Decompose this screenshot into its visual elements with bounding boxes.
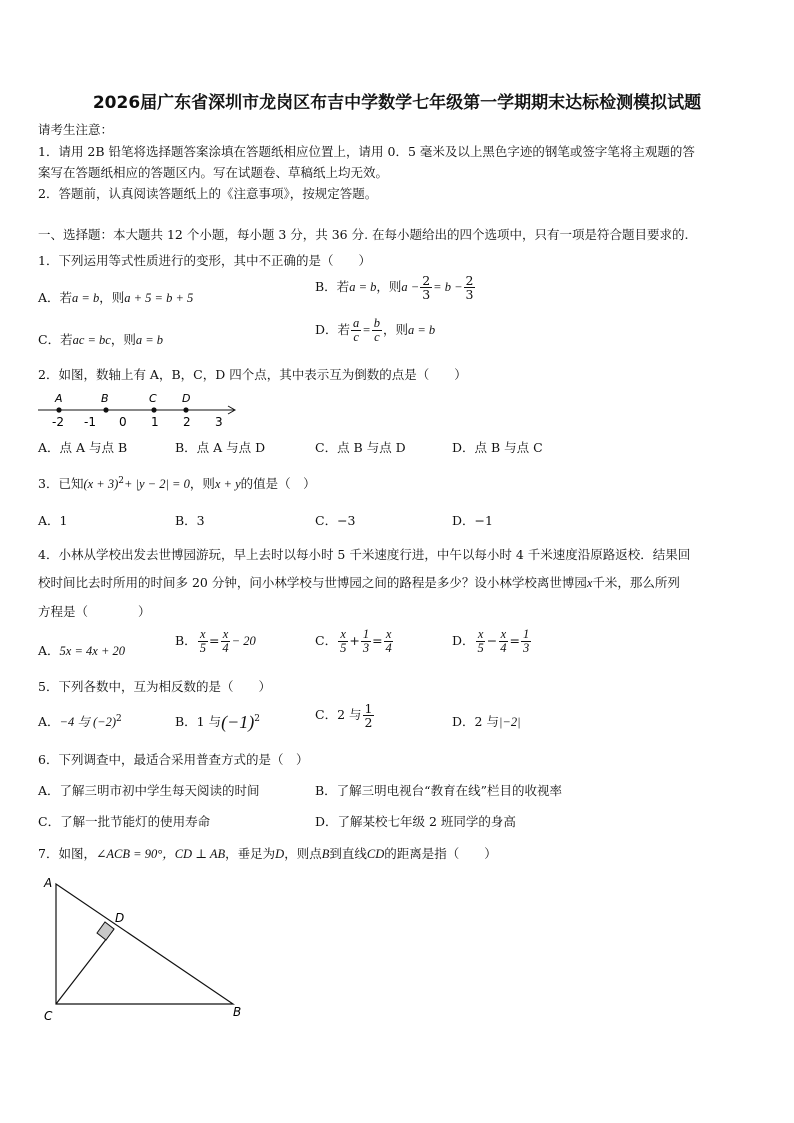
tick-label: 1 bbox=[151, 415, 159, 429]
q4-option-d: D． $\frac{x}{5}$ − $\frac{x}{4}$ = $\frac{1}{3}$ bbox=[452, 627, 530, 656]
q1-option-a: A．若a = b，则a + 5 = b + 5 bbox=[38, 290, 194, 305]
point-label-c: C bbox=[149, 392, 157, 405]
q3-option-c: C．−3 bbox=[315, 513, 356, 528]
vertex-label-d: D bbox=[115, 911, 125, 925]
q3-stem: 3．已知$(x + 3)^2+ |y - 2| = 0$，则x + y的值是（ ） bbox=[38, 475, 316, 491]
tick-label: 3 bbox=[215, 415, 223, 429]
point-label-a: A bbox=[55, 392, 63, 405]
q5-option-b: B．1 与$(-1)^2$ bbox=[175, 712, 260, 732]
tick-label: -2 bbox=[52, 415, 64, 429]
right-angle-mark bbox=[97, 922, 114, 940]
vertex-label-c: C bbox=[44, 1009, 53, 1023]
segment-cd bbox=[56, 929, 114, 1004]
q4-option-a: A．5x = 4x + 20 bbox=[38, 643, 125, 658]
q3-option-b: B．3 bbox=[175, 513, 205, 528]
q2-stem: 2．如图，数轴上有 A，B，C，D 四个点，其中表示互为倒数的点是（ ） bbox=[38, 367, 467, 382]
notice-heading: 请考生注意： bbox=[38, 122, 114, 137]
q6-option-d: D．了解某校七年级 2 班同学的身高 bbox=[315, 814, 516, 829]
tick-label: 0 bbox=[119, 415, 127, 429]
q5-option-c: C．2 与 $\frac{1}{2}$ bbox=[315, 701, 373, 731]
q6-option-a: A．了解三明市初中学生每天阅读的时间 bbox=[38, 783, 260, 798]
section-heading: 一、选择题：本大题共 12 个小题，每小题 3 分，共 36 分. 在每小题给出的四个选项中，只有一项是符合题目要求的. bbox=[38, 227, 689, 242]
q5-stem: 5．下列各数中，互为相反数的是（ ） bbox=[38, 679, 271, 694]
q5-option-a: A．−4 与 $(-2)^2$ bbox=[38, 713, 122, 729]
q6-option-b: B．了解三明电视台“教育在线”栏目的收视率 bbox=[315, 783, 562, 798]
point-b bbox=[103, 407, 108, 412]
triangle-figure bbox=[38, 872, 253, 1024]
q1-option-c: C．若ac = bc，则a = b bbox=[38, 332, 164, 347]
page-title: 2026届广东省深圳市龙岗区布吉中学数学七年级第一学期期末达标检测模拟试题 bbox=[92, 93, 702, 113]
point-a bbox=[56, 407, 61, 412]
q2-option-b: B．点 A 与点 D bbox=[175, 440, 266, 455]
q3-option-d: D．−1 bbox=[452, 513, 493, 528]
q4-option-b: B． $\frac{x}{5}$ = $\frac{x}{4}$ − 20 bbox=[175, 627, 256, 656]
q1-option-d: D．若 $\frac{a}{c}$ = $\frac{b}{c}$ ，则a = b bbox=[315, 316, 436, 345]
vertex-label-a: A bbox=[44, 876, 53, 890]
point-d bbox=[183, 407, 188, 412]
triangle-abc bbox=[56, 884, 233, 1004]
q3-option-a: A．1 bbox=[38, 513, 68, 528]
notice-item-2: 2．答题前，认真阅读答题纸上的《注意事项》，按规定答题。 bbox=[38, 186, 378, 201]
q7-stem: 7．如图，∠ACB = 90°，CD ⊥ AB，垂足为D，则点B到直线CD的距离是指（ ） bbox=[38, 846, 497, 861]
point-label-d: D bbox=[182, 392, 191, 405]
q6-stem: 6．下列调查中，最适合采用普查方式的是（ ） bbox=[38, 752, 309, 767]
q4-stem-line-3: 方程是（ ） bbox=[38, 604, 151, 619]
q1-stem: 1．下列运用等式性质进行的变形，其中不正确的是（ ） bbox=[38, 253, 371, 268]
tick-label: -1 bbox=[84, 415, 96, 429]
q2-option-a: A．点 A 与点 B bbox=[38, 440, 128, 455]
q4-stem-line-1: 4．小林从学校出发去世博园游玩，早上去时以每小时 5 千米速度行进，中午以每小时 4 千米速度沿原路返校．结果回 bbox=[38, 547, 691, 562]
tick-label: 2 bbox=[183, 415, 191, 429]
q2-option-c: C．点 B 与点 D bbox=[315, 440, 406, 455]
q1-option-b: B．若a = b，则a − $\frac{2}{3}$ = b − $\frac{2}{3}$ bbox=[315, 273, 474, 303]
vertex-label-b: B bbox=[233, 1005, 242, 1019]
q6-option-c: C．了解一批节能灯的使用寿命 bbox=[38, 814, 211, 829]
point-label-b: B bbox=[101, 392, 109, 405]
q4-stem-line-2: 校时间比去时所用的时间多 20 分钟，问小林学校与世博园之间的路程是多少？设小林学校离世博园x千米，那么所列 bbox=[38, 575, 680, 590]
q5-option-d: D．2 与|−2| bbox=[452, 714, 521, 729]
point-c bbox=[151, 407, 156, 412]
notice-item-1-line-1: 1．请用 2B 铅笔将选择题答案涂填在答题纸相应位置上，请用 0．5 毫米及以上黑色字迹的钢笔或签字笔将主观题的答 bbox=[38, 144, 695, 159]
q4-option-c: C． $\frac{x}{5}$ + $\frac{1}{3}$ = $\frac{x}{4}$ bbox=[315, 627, 392, 656]
number-line-figure bbox=[30, 388, 245, 430]
notice-item-1-line-2: 案写在答题纸相应的答题区内。写在试题卷、草稿纸上均无效。 bbox=[38, 165, 389, 180]
q2-option-d: D．点 B 与点 C bbox=[452, 440, 543, 455]
